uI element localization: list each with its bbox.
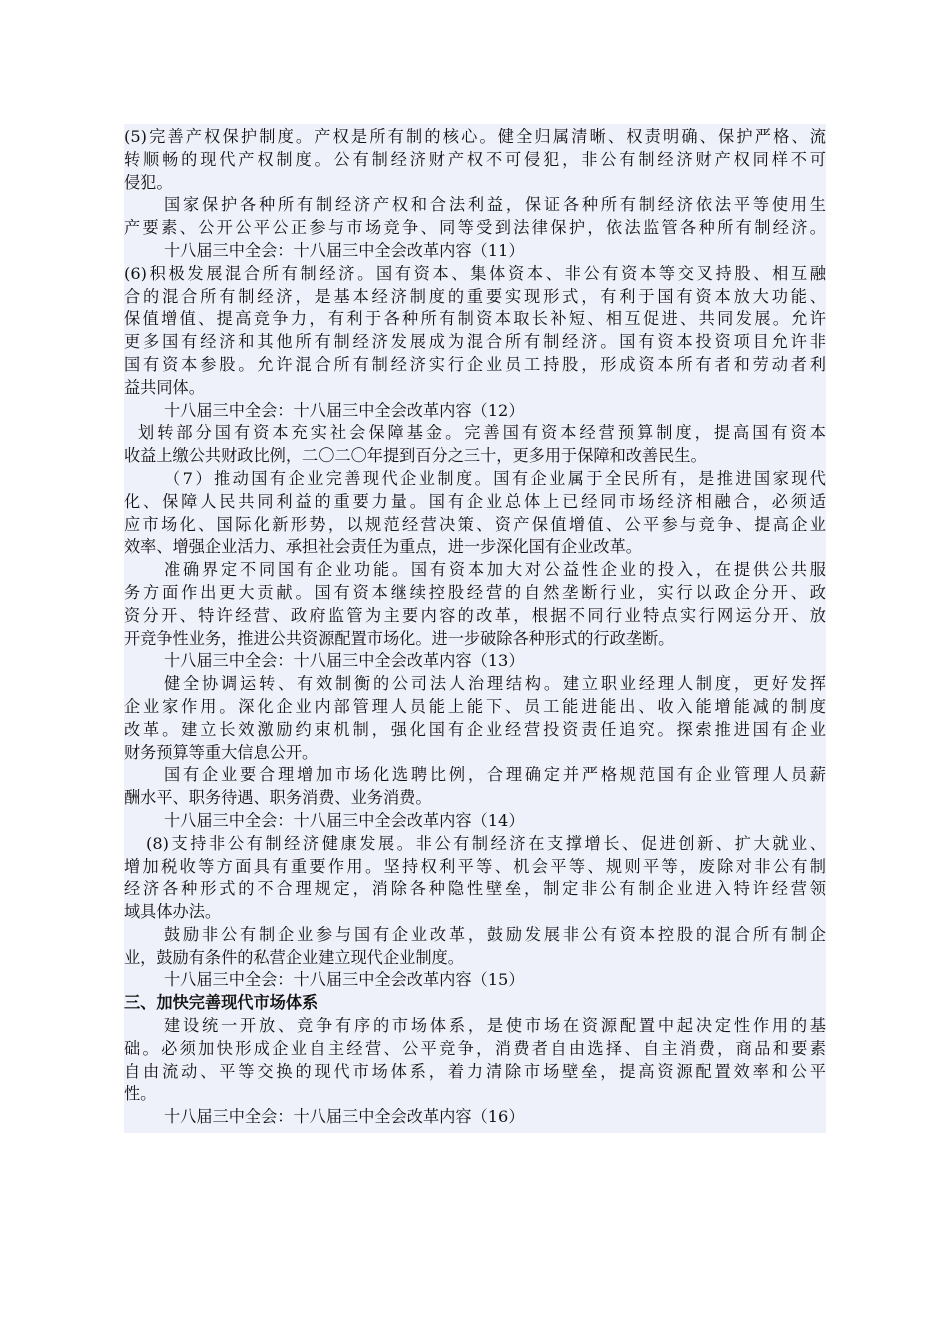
paragraph-start-line: 国家保护各种所有制经济产权和合法利益，保证各种所有制经济依法平等使用生	[164, 195, 826, 215]
document-body	[124, 124, 826, 1133]
text-line: 国有资本参股。允许混合所有制经济实行企业员工持股，形成资本所有者和劳动者利	[124, 354, 826, 374]
text-line: 业，鼓励有条件的私营企业建立现代企业制度。	[124, 947, 464, 967]
text-line: 增加税收等方面具有重要作用。坚持权利平等、机会平等、规则平等，废除对非公有制	[124, 856, 826, 876]
text-line: 改革。建立长效激励约束机制，强化国有企业经营投资责任追究。探索推进国有企业	[124, 719, 826, 739]
text-line: 保值增值、提高竞争力，有利于各种所有制资本取长补短、相互促进、共同发展。允许	[124, 309, 826, 329]
text-line: 收益上缴公共财政比例，二〇二〇年提到百分之三十，更多用于保障和改善民生。	[124, 446, 707, 466]
section-heading: 十八届三中全会：十八届三中全会改革内容（13）	[164, 651, 525, 671]
text-line: 性。	[124, 1084, 157, 1104]
paragraph-start-line: 准确界定不同国有企业功能。国有资本加大对公益性企业的投入，在提供公共服	[164, 560, 826, 580]
text-line: 资分开、特许经营、政府监管为主要内容的改革，根据不同行业特点实行网运分开、放	[124, 605, 826, 625]
text-line: 酬水平、职务待遇、职务消费、业务消费。	[124, 788, 432, 808]
text-line: 企业家作用。深化企业内部管理人员能上能下、员工能进能出、收入能增能减的制度	[124, 696, 826, 716]
text-line: 益共同体。	[124, 377, 205, 397]
section-heading: 十八届三中全会：十八届三中全会改革内容（15）	[164, 970, 525, 990]
text-line: 转顺畅的现代产权制度。公有制经济财产权不可侵犯，非公有制经济财产权同样不可	[124, 149, 826, 169]
chapter-heading: 三、加快完善现代市场体系	[124, 993, 319, 1013]
text-line: 侵犯。	[124, 172, 173, 192]
text-line: 财务预算等重大信息公开。	[124, 742, 319, 762]
text-line: 域具体办法。	[124, 902, 222, 922]
paragraph-start-line: 鼓励非公有制企业参与国有企业改革，鼓励发展非公有资本控股的混合所有制企	[164, 924, 826, 944]
text-line: 效率、增强企业活力、承担社会责任为重点，进一步深化国有企业改革。	[124, 537, 642, 557]
section-heading: 十八届三中全会：十八届三中全会改革内容（11）	[164, 240, 525, 260]
paragraph-start-line: 健全协调运转、有效制衡的公司法人治理结构。建立职业经理人制度，更好发挥	[164, 674, 826, 694]
text-line: 础。必须加快形成企业自主经营、公平竞争，消费者自由选择、自主消费，商品和要素	[124, 1038, 826, 1058]
paragraph-start-line: 国有企业要合理增加市场化选聘比例，合理确定并严格规范国有企业管理人员薪	[164, 765, 826, 785]
paragraph-start-line: (8)支持非公有制经济健康发展。非公有制经济在支撑增长、促进创新、扩大就业、	[146, 833, 826, 853]
paragraph-start-line: 划转部分国有资本充实社会保障基金。完善国有资本经营预算制度，提高国有资本	[138, 423, 826, 443]
text-line: 更多国有经济和其他所有制经济发展成为混合所有制经济。国有资本投资项目允许非	[124, 332, 826, 352]
text-line: 务方面作出更大贡献。国有资本继续控股经营的自然垄断行业，实行以政企分开、政	[124, 582, 826, 602]
text-line: 经济各种形式的不合理规定，消除各种隐性壁垒，制定非公有制企业进入特许经营领	[124, 879, 826, 899]
text-line: 产要素、公开公平公正参与市场竞争、同等受到法律保护，依法监管各种所有制经济。	[124, 218, 826, 238]
text-line: 合的混合所有制经济，是基本经济制度的重要实现形式，有利于国有资本放大功能、	[124, 286, 826, 306]
text-line: (6)积极发展混合所有制经济。国有资本、集体资本、非公有资本等交叉持股、相互融	[124, 263, 826, 283]
text-line: 开竞争性业务，推进公共资源配置市场化。进一步破除各种形式的行政垄断。	[124, 628, 675, 648]
text-line: 应市场化、国际化新形势，以规范经营决策、资产保值增值、公平参与竞争、提高企业	[124, 514, 826, 534]
paragraph-start-line: 建设统一开放、竞争有序的市场体系，是使市场在资源配置中起决定性作用的基	[164, 1016, 826, 1036]
text-line: 化、保障人民共同利益的重要力量。国有企业总体上已经同市场经济相融合，必须适	[124, 491, 826, 511]
text-line: 自由流动、平等交换的现代市场体系，着力清除市场壁垒，提高资源配置效率和公平	[124, 1061, 826, 1081]
section-heading: 十八届三中全会：十八届三中全会改革内容（14）	[164, 810, 525, 830]
paragraph-start-line: （7）推动国有企业完善现代企业制度。国有企业属于全民所有，是推进国家现代	[164, 468, 826, 488]
text-line: (5)完善产权保护制度。产权是所有制的核心。健全归属清晰、权责明确、保护严格、流	[124, 127, 826, 146]
section-heading: 十八届三中全会：十八届三中全会改革内容（12）	[164, 400, 525, 420]
section-heading: 十八届三中全会：十八届三中全会改革内容（16）	[164, 1107, 525, 1127]
